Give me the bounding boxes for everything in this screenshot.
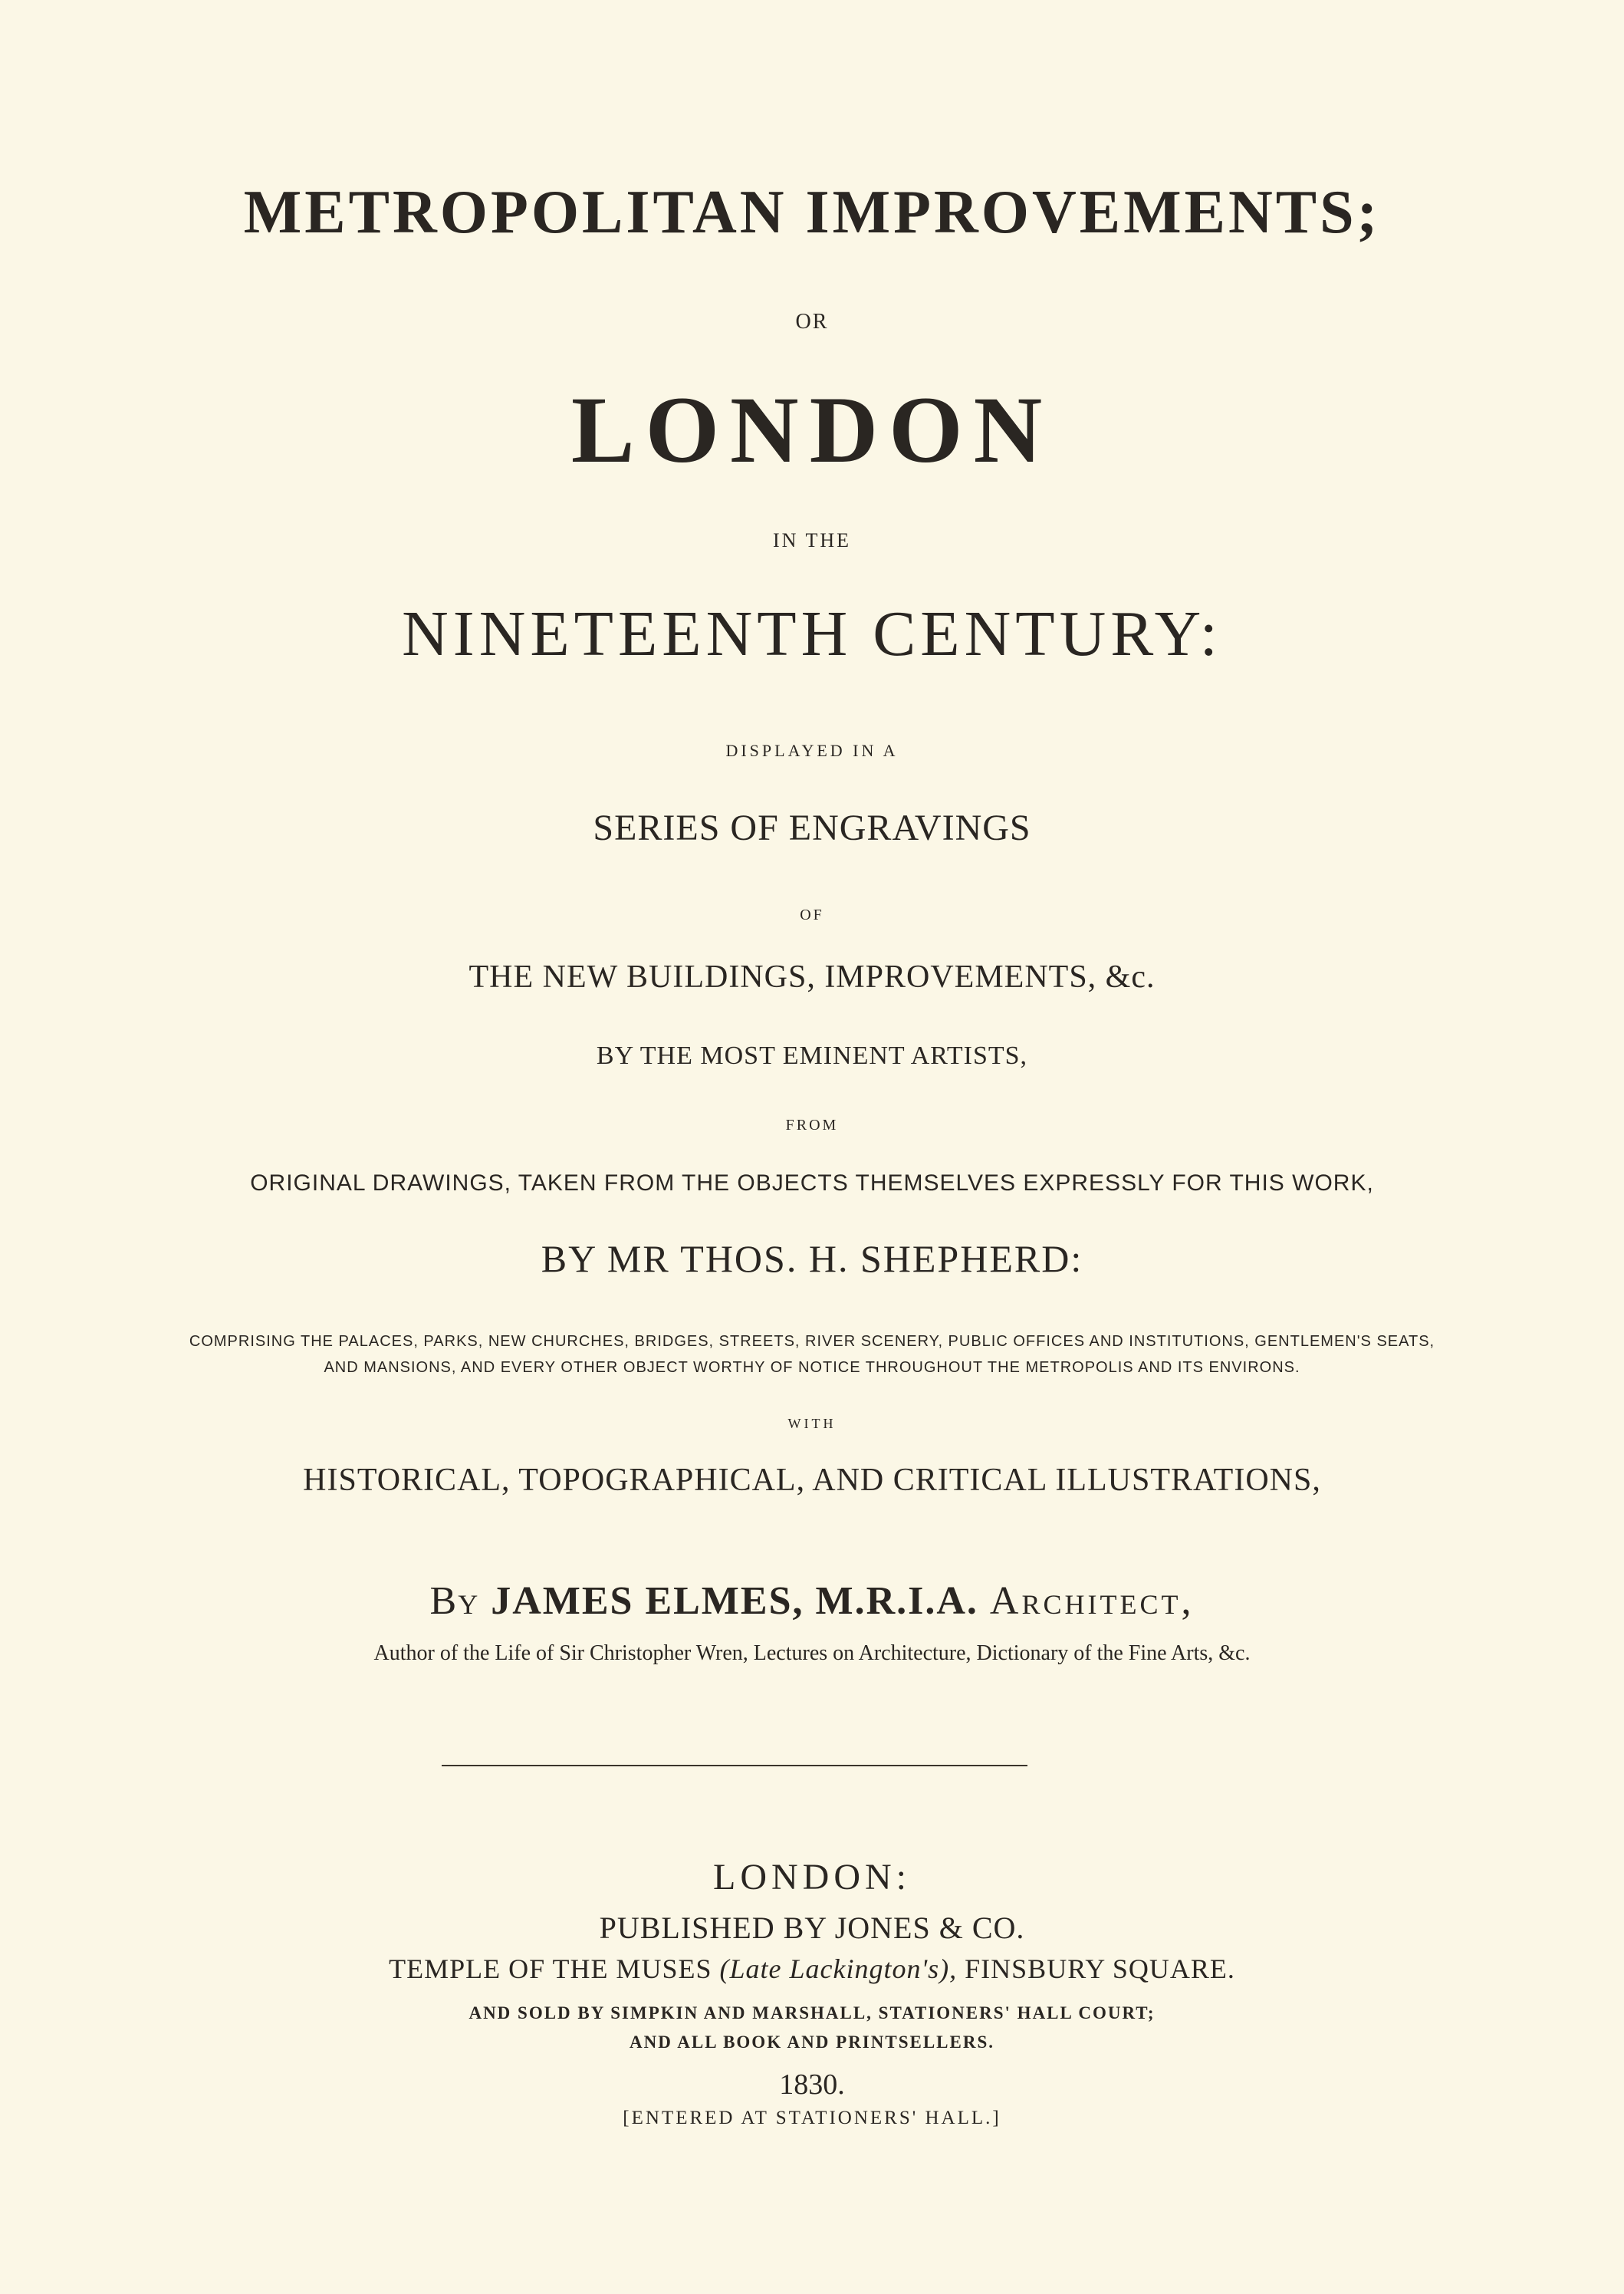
- in-the-connector: IN THE: [772, 529, 851, 551]
- address-part-1: TEMPLE OF THE MUSES: [389, 1953, 712, 1984]
- century-title: NINETEENTH CENTURY:: [402, 598, 1222, 670]
- main-title: METROPOLITAN IMPROVEMENTS;: [243, 179, 1381, 246]
- imprint-address: [0, 1953, 1624, 1985]
- shepherd-line: BY MR THOS. H. SHEPHERD:: [541, 1237, 1083, 1280]
- author-name: JAMES ELMES, M.R.I.A.: [491, 1579, 978, 1623]
- comprising-line-2: AND MANSIONS, AND EVERY OTHER OBJECT WORTHY OF NOTICE THROUGHOUT THE METROPOLIS AND ITS ENVIRONS.: [324, 1359, 1300, 1376]
- imprint-entered: [ENTERED AT STATIONERS' HALL.]: [623, 2108, 1001, 2128]
- original-drawings-line: ORIGINAL DRAWINGS, TAKEN FROM THE OBJECTS THEMSELVES EXPRESSLY FOR THIS WORK,: [250, 1170, 1374, 1196]
- or-connector: OR: [795, 310, 829, 334]
- eminent-artists-line: BY THE MOST EMINENT ARTISTS,: [596, 1042, 1028, 1070]
- illustrations-line: HISTORICAL, TOPOGRAPHICAL, AND CRITICAL ILLUSTRATIONS,: [303, 1463, 1321, 1498]
- imprint-publisher: PUBLISHED BY JONES & CO.: [599, 1911, 1025, 1945]
- from-connector: FROM: [785, 1117, 839, 1134]
- author-by: By: [429, 1579, 480, 1623]
- displayed-line: DISPLAYED IN A: [725, 741, 899, 760]
- of-connector: OF: [800, 907, 824, 923]
- with-connector: WITH: [787, 1416, 837, 1431]
- address-part-2: FINSBURY SQUARE.: [965, 1953, 1235, 1984]
- address-italic: (Late Lackington's),: [719, 1953, 958, 1984]
- author-works-line: Author of the Life of Sir Christopher Wren, Lectures on Architecture, Dictionary of the Fine Arts, &c.: [373, 1641, 1251, 1665]
- imprint-sold-by: AND SOLD BY SIMPKIN AND MARSHALL, STATIONERS' HALL COURT;: [468, 2003, 1156, 2022]
- series-line: SERIES OF ENGRAVINGS: [593, 808, 1031, 848]
- new-buildings-line: THE NEW BUILDINGS, IMPROVEMENTS, &c.: [468, 959, 1156, 995]
- comprising-line-1: COMPRISING THE PALACES, PARKS, NEW CHURCHES, BRIDGES, STREETS, RIVER SCENERY, PUBLIC OFFICES AND INSTITUTIONS, GENTLEMEN'S SEATS,: [189, 1333, 1435, 1350]
- imprint-booksellers: AND ALL BOOK AND PRINTSELLERS.: [629, 2032, 995, 2052]
- divider-rule: [442, 1765, 1027, 1766]
- london-title: LONDON: [570, 377, 1054, 482]
- imprint-place: LONDON:: [713, 1857, 911, 1897]
- imprint-year: 1830.: [779, 2069, 845, 2101]
- author-line: [0, 1578, 1624, 1624]
- author-role: Architect,: [989, 1579, 1195, 1623]
